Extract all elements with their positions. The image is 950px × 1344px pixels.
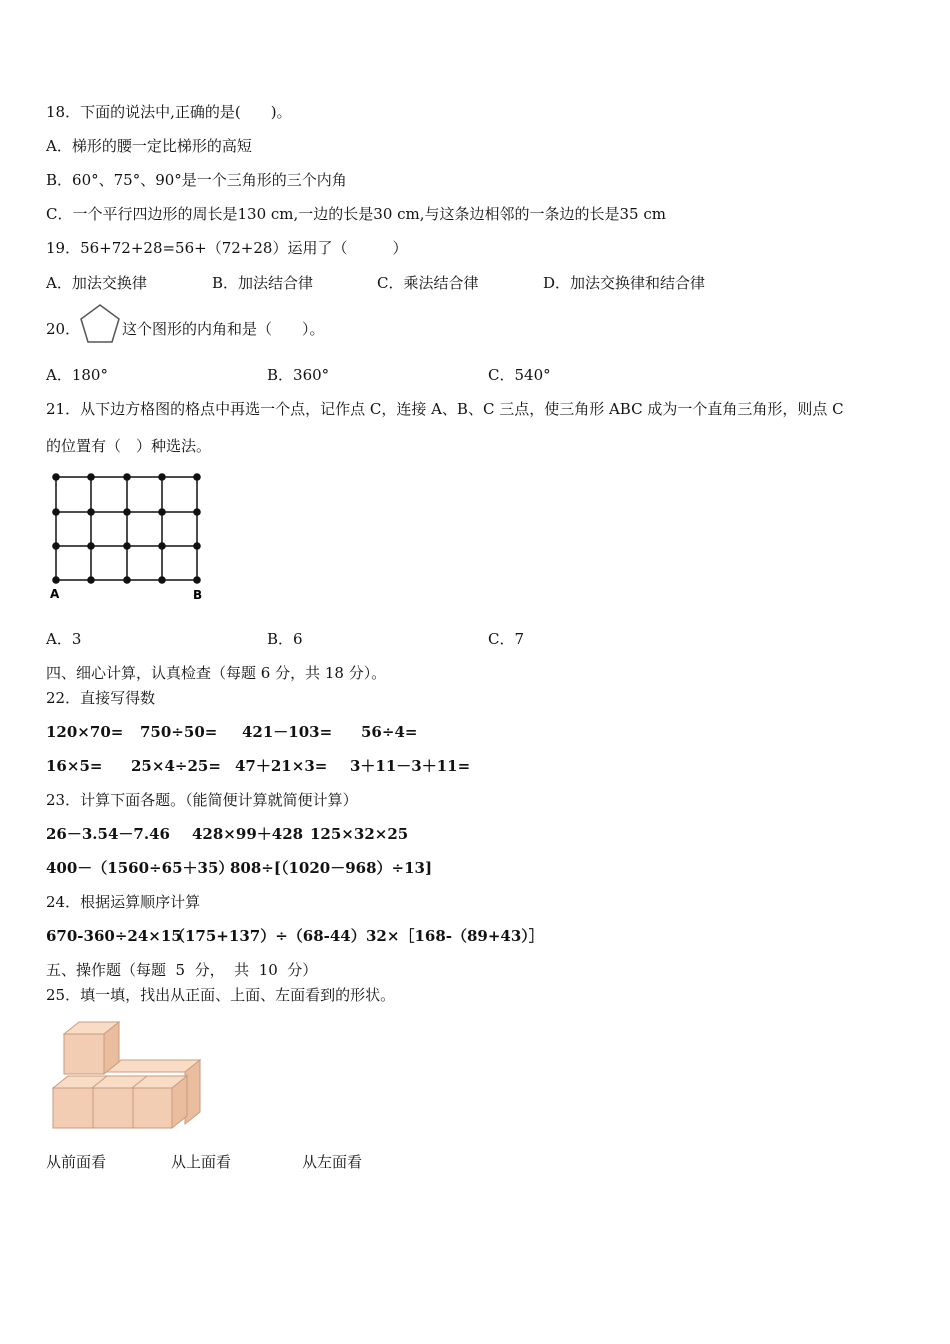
q22-stem: 22．直接写得数 [46,689,156,707]
q20-option-a: A．180° [46,366,108,384]
q21-option-c: C．7 [488,630,525,648]
q19-option-d: D．加法交换律和结合律 [543,274,706,292]
q21-stem-line2: 的位置有（ ）种选法。 [46,437,212,455]
view-front-label: 从前面看 [46,1153,107,1171]
pentagon-figure [78,302,122,346]
q18-option-b: B．60°、75°、90°是一个三角形的三个内角 [46,171,347,189]
section-4-heading: 四、细心计算，认真检查（每题 6 分，共 18 分）。 [46,664,387,682]
q18-option-a: A．梯形的腰一定比梯形的高短 [46,137,252,155]
q19-option-a: A．加法交换律 [46,274,147,292]
q23-r1-c2: 428×99＋428 [192,825,304,843]
q23-r2-c2: 808÷[（1020－968）÷13] [230,859,433,877]
q22-r2-c4: 3＋11－3＋11= [350,757,471,775]
q23-r1-c1: 26－3.54－7.46 [46,825,170,843]
q22-r2-c2: 25×4÷25= [131,757,221,775]
view-left-label: 从左面看 [302,1153,363,1171]
q21-option-a: A．3 [46,630,82,648]
q22-r1-c4: 56÷4= [361,723,418,741]
q18-option-c: C．一个平行四边形的周长是130 cm,一边的长是30 cm,与这条边相邻的一条边的长是35 cm [46,205,666,223]
q19-option-c: C．乘法结合律 [377,274,479,292]
q20-option-b: B．360° [267,366,330,384]
grid-label-b: B [193,588,203,602]
q22-r1-c3: 421－103= [242,723,333,741]
q20-stem: 这个图形的内角和是（ ）。 [122,320,325,338]
q22-r2-c1: 16×5= [46,757,103,775]
q19-option-b: B．加法结合律 [212,274,314,292]
view-top-label: 从上面看 [171,1153,232,1171]
q24-stem: 24．根据运算顺序计算 [46,893,201,911]
q23-r1-c3: 125×32×25 [310,825,409,843]
q22-r2-c3: 47＋21×3= [235,757,328,775]
q21-stem-line1: 21．从下边方格图的格点中再选一个点，记作点 C，连接 A、B、C 三点，使三角形 ABC 成为一个直角三角形，则点 C [46,400,844,418]
q22-r1-c1: 120×70= [46,723,124,741]
q21-option-b: B．6 [267,630,303,648]
q18-stem: 18．下面的说法中,正确的是( )。 [46,103,292,121]
section-5-heading: 五、操作题（每题 5 分， 共 10 分） [46,961,318,979]
q25-stem: 25．填一填，找出从正面、上面、左面看到的形状。 [46,986,396,1004]
grid-figure [44,468,214,606]
q20-number: 20． [46,320,81,338]
cube-stack-figure [50,1020,206,1132]
q23-stem: 23．计算下面各题。（能简便计算就简便计算） [46,791,358,809]
q24-item-1: 670-360÷24×15 [46,927,182,945]
grid-label-a: A [50,587,60,601]
q24-item-2: （175+137）÷（68-44） [170,927,366,945]
q22-r1-c2: 750÷50= [140,723,218,741]
q23-r2-c1: 400－（1560÷65＋35） [46,859,234,877]
q19-stem: 19．56+72+28=56+（72+28）运用了（ ） [46,239,408,257]
q20-option-c: C．540° [488,366,551,384]
q24-item-3: 32×［168-（89+43）］ [366,927,544,945]
